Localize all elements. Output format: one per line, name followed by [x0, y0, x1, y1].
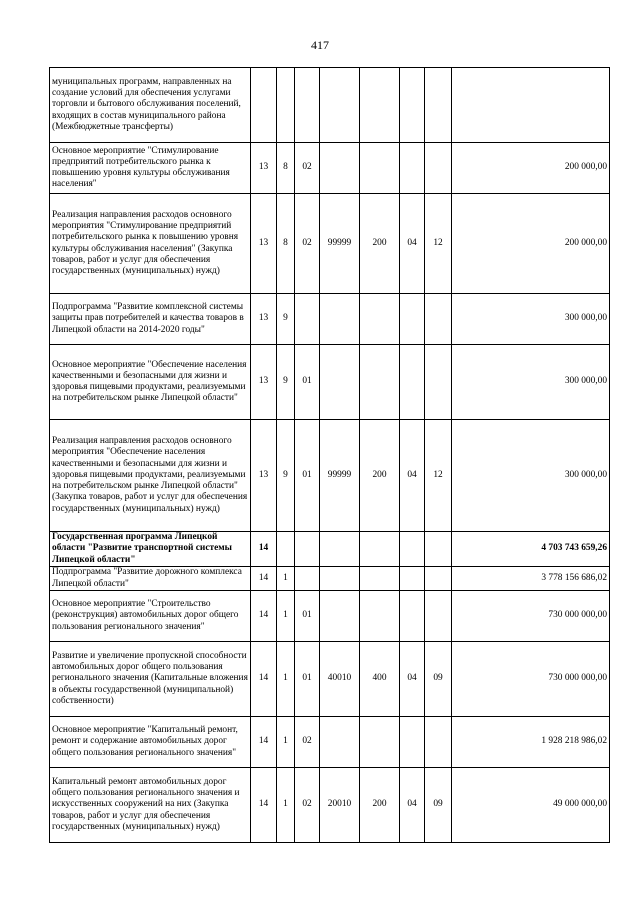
subprogram-code-cell: 1	[277, 567, 295, 591]
section-code-cell	[400, 532, 425, 567]
table-row	[50, 567, 610, 591]
subsection-code-cell	[425, 591, 452, 642]
expense-type-cell: 200	[360, 768, 400, 843]
subprogram-code-cell: 9	[277, 345, 295, 420]
amount-cell: 300 000,00	[452, 294, 610, 345]
section-code-cell: 04	[400, 768, 425, 843]
main-activity-code-cell: 02	[295, 768, 320, 843]
program-code-cell: 13	[251, 420, 277, 532]
subsection-code-cell: 12	[425, 194, 452, 294]
direction-code-cell	[320, 567, 360, 591]
table-row	[50, 194, 610, 294]
table-row	[50, 420, 610, 532]
direction-code-cell	[320, 294, 360, 345]
row-name-cell: Основное мероприятие "Строительство (реконструкция) автомобильных дорог общего пользования регионального значения"	[50, 591, 251, 642]
section-code-cell	[400, 294, 425, 345]
section-code-cell: 04	[400, 642, 425, 717]
main-activity-code-cell: 02	[295, 143, 320, 194]
amount-cell: 200 000,00	[452, 143, 610, 194]
amount-cell: 4 703 743 659,26	[452, 532, 610, 567]
row-name-cell: Подпрограмма "Развитие комплексной системы защиты прав потребителей и качества товаров в Липецкой области на 2014-2020 годы"	[50, 294, 251, 345]
budget-table	[49, 67, 610, 843]
subsection-code-cell: 09	[425, 642, 452, 717]
expense-type-cell: 200	[360, 420, 400, 532]
program-code-cell: 14	[251, 591, 277, 642]
row-name-cell: Основное мероприятие "Обеспечение населения качественными и безопасными для жизни и здоровья пищевыми продуктами, реализуемыми на потребительском рынке Липецкой области"	[50, 345, 251, 420]
subsection-code-cell: 09	[425, 768, 452, 843]
program-code-cell: 13	[251, 143, 277, 194]
main-activity-code-cell	[295, 294, 320, 345]
amount-cell: 730 000 000,00	[452, 591, 610, 642]
section-code-cell	[400, 143, 425, 194]
row-name-cell: Основное мероприятие "Капитальный ремонт, ремонт и содержание автомобильных дорог общего пользования регионального значения"	[50, 717, 251, 768]
subprogram-code-cell: 8	[277, 194, 295, 294]
main-activity-code-cell	[295, 567, 320, 591]
program-code-cell	[251, 68, 277, 143]
program-code-cell: 14	[251, 642, 277, 717]
main-activity-code-cell: 01	[295, 591, 320, 642]
program-code-cell: 14	[251, 567, 277, 591]
expense-type-cell	[360, 294, 400, 345]
amount-cell: 730 000 000,00	[452, 642, 610, 717]
amount-cell: 3 778 156 686,02	[452, 567, 610, 591]
main-activity-code-cell	[295, 532, 320, 567]
section-code-cell	[400, 345, 425, 420]
row-name-cell: Развитие и увеличение пропускной способности автомобильных дорог общего пользования регионального значения (Капитальные вложения в объекты государственной (муниципальной) собственности)	[50, 642, 251, 717]
table-row	[50, 345, 610, 420]
direction-code-cell: 40010	[320, 642, 360, 717]
expense-type-cell	[360, 717, 400, 768]
main-activity-code-cell: 01	[295, 420, 320, 532]
row-name-cell: муниципальных программ, направленных на создание условий для обеспечения услугами торговли и бытового обслуживания поселений, входящих в состав муниципального района (Межбюджетные трансферты)	[50, 68, 251, 143]
table-row	[50, 768, 610, 843]
program-code-cell: 14	[251, 768, 277, 843]
direction-code-cell	[320, 532, 360, 567]
main-activity-code-cell: 02	[295, 717, 320, 768]
direction-code-cell	[320, 143, 360, 194]
table-row	[50, 642, 610, 717]
row-name-cell: Реализация направления расходов основного мероприятия "Обеспечение населения качественными и безопасными для жизни и здоровья пищевыми продуктами, реализуемыми на потребительском рынке Липецкой области" (Закупка товаров, работ и услуг для обеспечения государственных (муниципальных) нужд)	[50, 420, 251, 532]
subprogram-code-cell: 1	[277, 591, 295, 642]
amount-cell: 300 000,00	[452, 345, 610, 420]
expense-type-cell	[360, 143, 400, 194]
subsection-code-cell	[425, 345, 452, 420]
subprogram-code-cell: 8	[277, 143, 295, 194]
expense-type-cell: 200	[360, 194, 400, 294]
subprogram-code-cell: 1	[277, 717, 295, 768]
table-row	[50, 143, 610, 194]
main-activity-code-cell: 01	[295, 642, 320, 717]
direction-code-cell	[320, 345, 360, 420]
subsection-code-cell	[425, 717, 452, 768]
expense-type-cell: 400	[360, 642, 400, 717]
row-name-cell: Основное мероприятие "Стимулирование предприятий потребительского рынка к повышению уровня культуры обслуживания населения"	[50, 143, 251, 194]
subsection-code-cell	[425, 567, 452, 591]
direction-code-cell	[320, 591, 360, 642]
row-name-cell: Капитальный ремонт автомобильных дорог общего пользования регионального значения и искусственных сооружений на них (Закупка товаров, работ и услуг для обеспечения государственных (муниципальных) нужд)	[50, 768, 251, 843]
amount-cell: 1 928 218 986,02	[452, 717, 610, 768]
row-name-cell: Государственная программа Липецкой области "Развитие транспортной системы Липецкой области"	[50, 532, 251, 567]
amount-cell: 200 000,00	[452, 194, 610, 294]
expense-type-cell	[360, 345, 400, 420]
main-activity-code-cell	[295, 68, 320, 143]
table-row	[50, 294, 610, 345]
section-code-cell	[400, 68, 425, 143]
section-code-cell	[400, 567, 425, 591]
section-code-cell	[400, 717, 425, 768]
table-row	[50, 68, 610, 143]
expense-type-cell	[360, 567, 400, 591]
subprogram-code-cell: 9	[277, 420, 295, 532]
amount-cell	[452, 68, 610, 143]
section-code-cell: 04	[400, 420, 425, 532]
expense-type-cell	[360, 68, 400, 143]
program-code-cell: 14	[251, 717, 277, 768]
subsection-code-cell	[425, 68, 452, 143]
section-code-cell: 04	[400, 194, 425, 294]
expense-type-cell	[360, 532, 400, 567]
table-row	[50, 717, 610, 768]
section-code-cell	[400, 591, 425, 642]
program-code-cell: 13	[251, 294, 277, 345]
direction-code-cell	[320, 68, 360, 143]
table-row	[50, 591, 610, 642]
subsection-code-cell	[425, 294, 452, 345]
expense-type-cell	[360, 591, 400, 642]
subprogram-code-cell	[277, 68, 295, 143]
subprogram-code-cell	[277, 532, 295, 567]
direction-code-cell: 99999	[320, 420, 360, 532]
direction-code-cell	[320, 717, 360, 768]
subprogram-code-cell: 9	[277, 294, 295, 345]
main-activity-code-cell: 02	[295, 194, 320, 294]
subsection-code-cell	[425, 143, 452, 194]
subprogram-code-cell: 1	[277, 642, 295, 717]
direction-code-cell: 99999	[320, 194, 360, 294]
table-row	[50, 532, 610, 567]
program-code-cell: 14	[251, 532, 277, 567]
subsection-code-cell	[425, 532, 452, 567]
amount-cell: 49 000 000,00	[452, 768, 610, 843]
program-code-cell: 13	[251, 194, 277, 294]
row-name-cell: Реализация направления расходов основного мероприятия "Стимулирование предприятий потребительского рынка к повышению уровня культуры обслуживания населения" (Закупка товаров, работ и услуг для обеспечения государственных (муниципальных) нужд)	[50, 194, 251, 294]
amount-cell: 300 000,00	[452, 420, 610, 532]
page-number: 417	[311, 38, 329, 52]
subsection-code-cell: 12	[425, 420, 452, 532]
subprogram-code-cell: 1	[277, 768, 295, 843]
row-name-cell: Подпрограмма "Развитие дорожного комплекса Липецкой области"	[50, 567, 251, 591]
program-code-cell: 13	[251, 345, 277, 420]
direction-code-cell: 20010	[320, 768, 360, 843]
main-activity-code-cell: 01	[295, 345, 320, 420]
